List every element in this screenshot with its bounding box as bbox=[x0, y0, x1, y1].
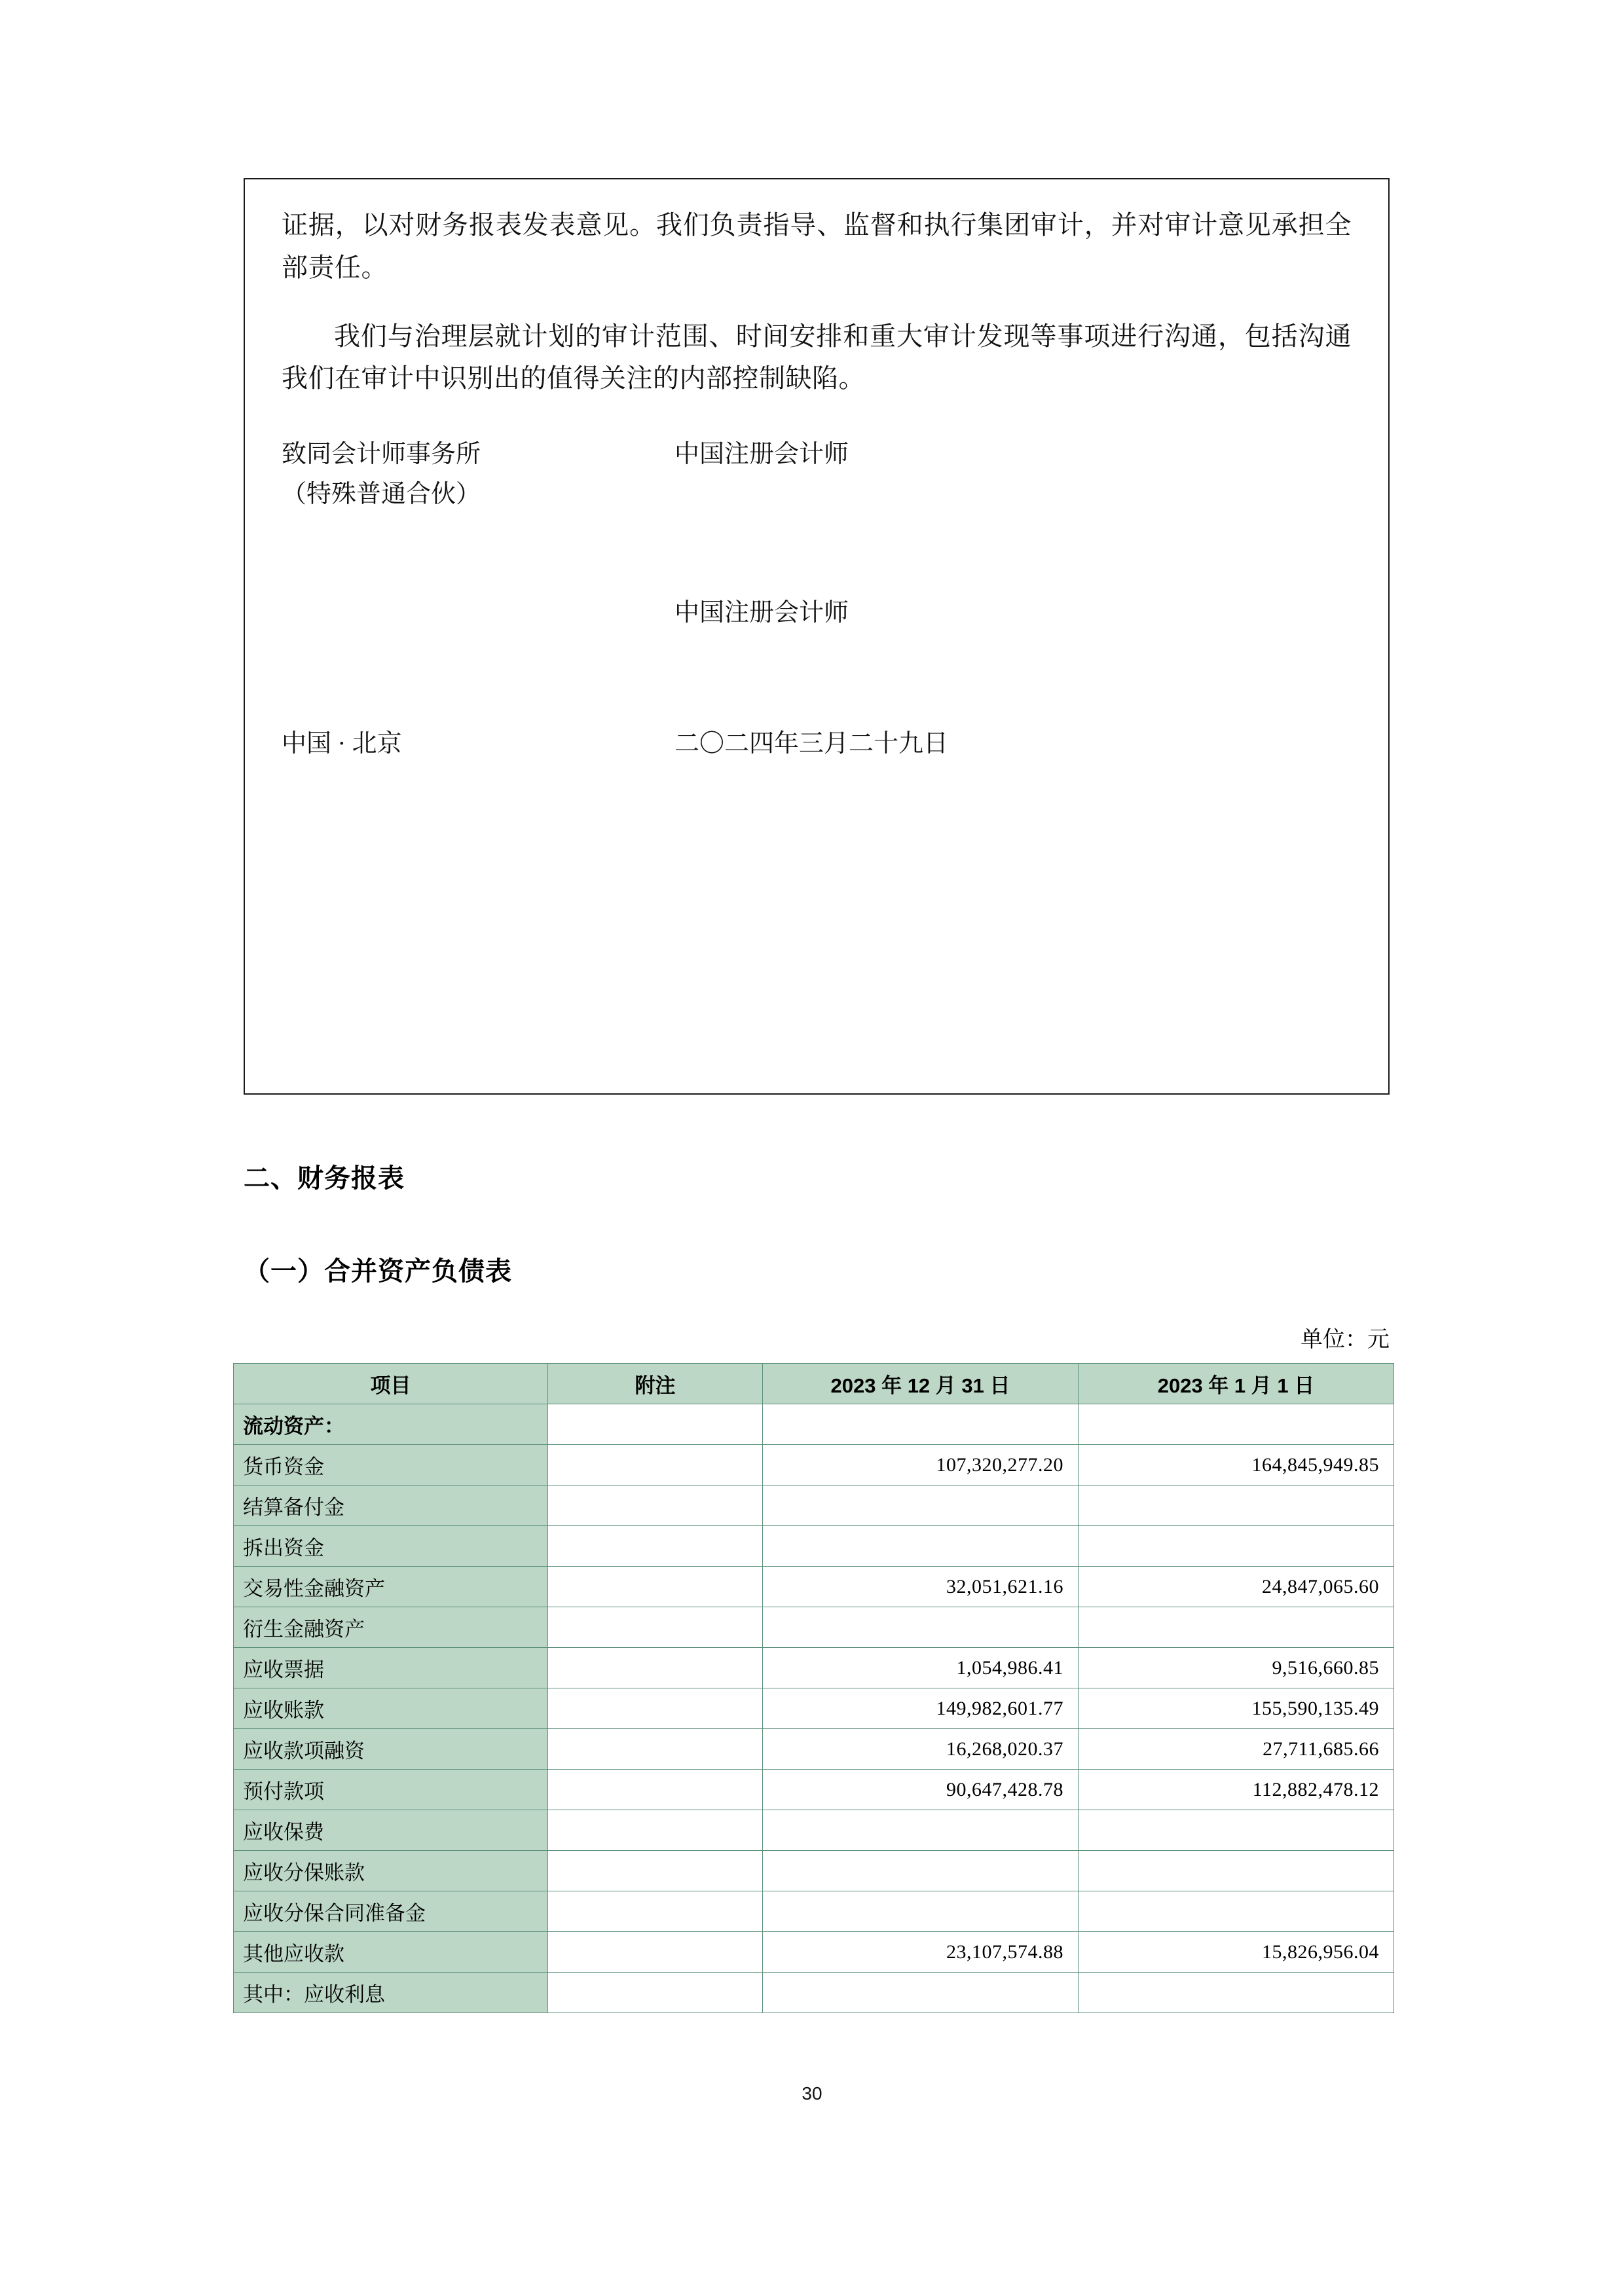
firm-name-line2: （特殊普通合伙） bbox=[282, 480, 481, 508]
table-row bbox=[234, 1445, 1394, 1485]
firm-name bbox=[282, 435, 674, 515]
section-heading: 二、财务报表 bbox=[244, 1164, 405, 1193]
report-place: 中国 · 北京 bbox=[282, 730, 402, 758]
audit-paragraph-2: 我们与治理层就计划的审计范围、时间安排和重大审计发现等事项进行沟通，包括沟通我们在审计中识别出的值得关注的内部控制缺陷。 bbox=[282, 321, 1352, 393]
page-number: 30 bbox=[802, 2083, 822, 2104]
cell-value-prior bbox=[1079, 1973, 1394, 2013]
table-row bbox=[234, 1526, 1394, 1567]
cell-note bbox=[548, 1810, 763, 1851]
cell-value-prior bbox=[1079, 1891, 1394, 1932]
cell-item: 拆出资金 bbox=[234, 1526, 548, 1567]
column-header-item: 项目 bbox=[234, 1364, 548, 1404]
cell-note bbox=[548, 1729, 763, 1770]
cell-note bbox=[548, 1445, 763, 1485]
table-row bbox=[234, 1404, 1394, 1445]
subsection-heading: （一）合并资产负债表 bbox=[244, 1257, 512, 1286]
cell-value-current bbox=[763, 1973, 1079, 2013]
report-date: 二〇二四年三月二十九日 bbox=[674, 730, 949, 758]
cell-value-prior: 24,847,065.60 bbox=[1079, 1567, 1394, 1607]
cell-value-prior: 27,711,685.66 bbox=[1079, 1729, 1394, 1770]
cell-value-prior: 112,882,478.12 bbox=[1079, 1770, 1394, 1810]
cell-note bbox=[548, 1891, 763, 1932]
cell-note bbox=[548, 1526, 763, 1567]
cell-value-prior bbox=[1079, 1810, 1394, 1851]
cell-item: 应收保费 bbox=[234, 1810, 548, 1851]
cell-note bbox=[548, 1851, 763, 1891]
cell-item: 流动资产： bbox=[234, 1404, 548, 1445]
cell-value-current bbox=[763, 1810, 1079, 1851]
table-row bbox=[234, 1810, 1394, 1851]
cell-item: 应收分保合同准备金 bbox=[234, 1891, 548, 1932]
cell-value-prior: 15,826,956.04 bbox=[1079, 1932, 1394, 1973]
table-row bbox=[234, 1485, 1394, 1526]
table-row bbox=[234, 1973, 1394, 2013]
cell-value-prior: 155,590,135.49 bbox=[1079, 1688, 1394, 1729]
table-row bbox=[234, 1567, 1394, 1607]
cell-item: 交易性金融资产 bbox=[234, 1567, 548, 1607]
table-body bbox=[234, 1404, 1394, 2013]
cell-value-prior: 164,845,949.85 bbox=[1079, 1445, 1394, 1485]
cell-note bbox=[548, 1973, 763, 2013]
table-row bbox=[234, 1770, 1394, 1810]
cpa-label-2: 中国注册会计师 bbox=[674, 598, 849, 627]
table-header-row bbox=[234, 1364, 1394, 1404]
table-row bbox=[234, 1688, 1394, 1729]
cell-value-current bbox=[763, 1485, 1079, 1526]
cell-value-current bbox=[763, 1404, 1079, 1445]
cell-note bbox=[548, 1567, 763, 1607]
balance-sheet-table bbox=[233, 1363, 1394, 2013]
column-header-value-1: 2023 年 12 月 31 日 bbox=[763, 1364, 1079, 1404]
cell-value-current bbox=[763, 1891, 1079, 1932]
column-header-value-2: 2023 年 1 月 1 日 bbox=[1079, 1364, 1394, 1404]
signature-row-place-date bbox=[282, 724, 1352, 764]
table-row bbox=[234, 1891, 1394, 1932]
table-row bbox=[234, 1607, 1394, 1648]
cell-item: 应收账款 bbox=[234, 1688, 548, 1729]
audit-paragraph-1: 证据，以对财务报表发表意见。我们负责指导、监督和执行集团审计，并对审计意见承担全部责任。 bbox=[282, 210, 1352, 282]
cell-value-current: 16,268,020.37 bbox=[763, 1729, 1079, 1770]
table-row bbox=[234, 1648, 1394, 1688]
cell-item: 应收分保账款 bbox=[234, 1851, 548, 1891]
audit-report-box bbox=[244, 178, 1390, 1095]
signature-block bbox=[282, 435, 1352, 764]
cell-item: 货币资金 bbox=[234, 1445, 548, 1485]
cell-note bbox=[548, 1404, 763, 1445]
signature-row-firm bbox=[282, 435, 1352, 515]
cell-value-current bbox=[763, 1526, 1079, 1567]
cell-note bbox=[548, 1607, 763, 1648]
cell-note bbox=[548, 1485, 763, 1526]
cell-item: 应收款项融资 bbox=[234, 1729, 548, 1770]
cell-value-current: 32,051,621.16 bbox=[763, 1567, 1079, 1607]
cell-item: 衍生金融资产 bbox=[234, 1607, 548, 1648]
cell-value-current: 1,054,986.41 bbox=[763, 1648, 1079, 1688]
cell-value-prior bbox=[1079, 1485, 1394, 1526]
cell-note bbox=[548, 1688, 763, 1729]
cell-value-current: 149,982,601.77 bbox=[763, 1688, 1079, 1729]
cell-item: 其中：应收利息 bbox=[234, 1973, 548, 2013]
cell-note bbox=[548, 1648, 763, 1688]
table-row bbox=[234, 1851, 1394, 1891]
signature-row-cpa2 bbox=[282, 593, 1352, 633]
cell-value-current bbox=[763, 1851, 1079, 1891]
cpa-label-1: 中国注册会计师 bbox=[674, 441, 849, 468]
cell-value-prior bbox=[1079, 1607, 1394, 1648]
cell-note bbox=[548, 1770, 763, 1810]
unit-label: 单位：元 bbox=[1301, 1328, 1390, 1352]
cell-value-prior: 9,516,660.85 bbox=[1079, 1648, 1394, 1688]
table-row bbox=[234, 1932, 1394, 1973]
cell-item: 应收票据 bbox=[234, 1648, 548, 1688]
table-row bbox=[234, 1729, 1394, 1770]
cell-value-current bbox=[763, 1607, 1079, 1648]
cell-value-prior bbox=[1079, 1404, 1394, 1445]
cell-value-current: 107,320,277.20 bbox=[763, 1445, 1079, 1485]
cell-note bbox=[548, 1932, 763, 1973]
cell-value-prior bbox=[1079, 1526, 1394, 1567]
column-header-note: 附注 bbox=[548, 1364, 763, 1404]
cell-value-prior bbox=[1079, 1851, 1394, 1891]
firm-name-line1: 致同会计师事务所 bbox=[282, 441, 481, 468]
cell-item: 其他应收款 bbox=[234, 1932, 548, 1973]
cell-value-current: 23,107,574.88 bbox=[763, 1932, 1079, 1973]
cell-item: 预付款项 bbox=[234, 1770, 548, 1810]
cell-value-current: 90,647,428.78 bbox=[763, 1770, 1079, 1810]
cell-item: 结算备付金 bbox=[234, 1485, 548, 1526]
